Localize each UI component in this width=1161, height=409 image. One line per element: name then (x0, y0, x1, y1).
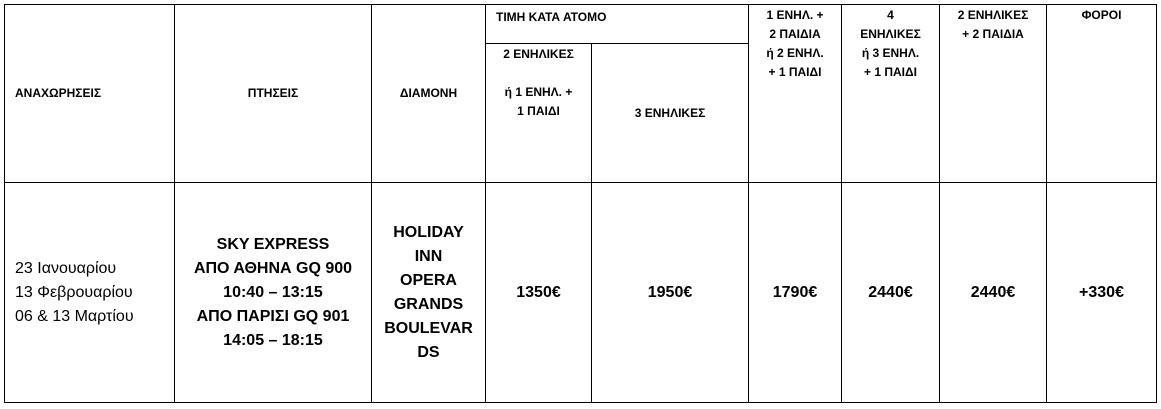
header-three-adults-label: 3 ΕΝΗΛΙΚΕΣ (634, 105, 706, 120)
hotel-name-line: OPERA (400, 271, 457, 289)
hotel-name-line: HOLIDAY (393, 223, 464, 241)
flight-line: SKY EXPRESS (216, 235, 330, 253)
header-taxes (1047, 5, 1157, 183)
hotel-cell (372, 183, 486, 403)
header-accommodation-label: ΔΙΑΜΟΝΗ (399, 86, 458, 100)
header-taxes-label: ΦΟΡΟΙ (1081, 8, 1122, 22)
header-line: ή 2 ΕΝΗΛ. (766, 46, 824, 60)
flight-line: ΑΠΟ ΠΑΡΙΣΙ GQ 901 (196, 307, 350, 325)
header-line: 2 ΕΝΗΛΙΚΕΣ (503, 47, 574, 61)
flight-line: 10:40 – 13:15 (223, 283, 323, 301)
header-line: 1 ΠΑΙΔΙ (517, 104, 560, 118)
header-price-per-person (486, 5, 749, 44)
header-one-adult-two-children (749, 5, 842, 183)
header-flights-label: ΠΤΗΣΕΙΣ (247, 86, 299, 100)
header-line: + 1 ΠΑΙΔΙ (864, 65, 917, 79)
header-line: + 1 ΠΑΙΔΙ (768, 65, 822, 79)
header-line: 1 ΕΝΗΛ. + (766, 8, 824, 22)
flights-cell (175, 183, 372, 403)
header-line: ή 1 ΕΝΗΛ. + (504, 85, 573, 99)
header-two-adults (486, 44, 592, 183)
header-line: 4 (887, 8, 894, 22)
price-table (4, 4, 1157, 403)
header-two-adults-two-children (940, 5, 1047, 183)
price-two-adults-two-children: 2440€ (940, 183, 1047, 403)
hotel-name-line: BOULEVAR (384, 319, 473, 337)
header-line: 2 ΠΑΙΔΙΑ (769, 27, 821, 41)
hotel-name-line: DS (417, 343, 440, 361)
header-line: ΕΝΗΛΙΚΕΣ (860, 27, 921, 41)
price-four-adults: 2440€ (842, 183, 940, 403)
departure-date: 06 & 13 Μαρτίου (15, 307, 134, 325)
hotel-name-line: INN (414, 247, 443, 265)
header-line: + 2 ΠΑΙΔΙΑ (962, 27, 1024, 41)
hotel-name-line: GRANDS (393, 295, 464, 313)
header-price-per-person-label: ΤΙΜΗ ΚΑΤΑ ΑΤΟΜΟ (496, 10, 607, 24)
departure-date: 13 Φεβρουαρίου (15, 283, 133, 301)
header-accommodation (372, 5, 486, 183)
flight-line: 14:05 – 18:15 (223, 331, 323, 349)
departures-cell (5, 183, 175, 403)
price-one-adult-two-children: 1790€ (749, 183, 842, 403)
flight-line: ΑΠΟ ΑΘΗΝΑ GQ 900 (193, 259, 353, 277)
header-departures (5, 5, 175, 183)
header-flights (175, 5, 372, 183)
price-taxes: +330€ (1047, 183, 1157, 403)
header-departures-label: ΑΝΑΧΩΡΗΣΕΙΣ (15, 86, 102, 100)
price-three-adults: 1950€ (592, 183, 749, 403)
departure-date: 23 Ιανουαρίου (15, 259, 117, 277)
header-line: 2 ΕΝΗΛΙΚΕΣ (957, 8, 1029, 22)
header-spacer (489, 64, 588, 83)
header-line: ή 3 ΕΝΗΛ. (861, 46, 920, 60)
price-two-adults: 1350€ (486, 183, 592, 403)
header-three-adults (592, 44, 749, 183)
header-four-adults (842, 5, 940, 183)
